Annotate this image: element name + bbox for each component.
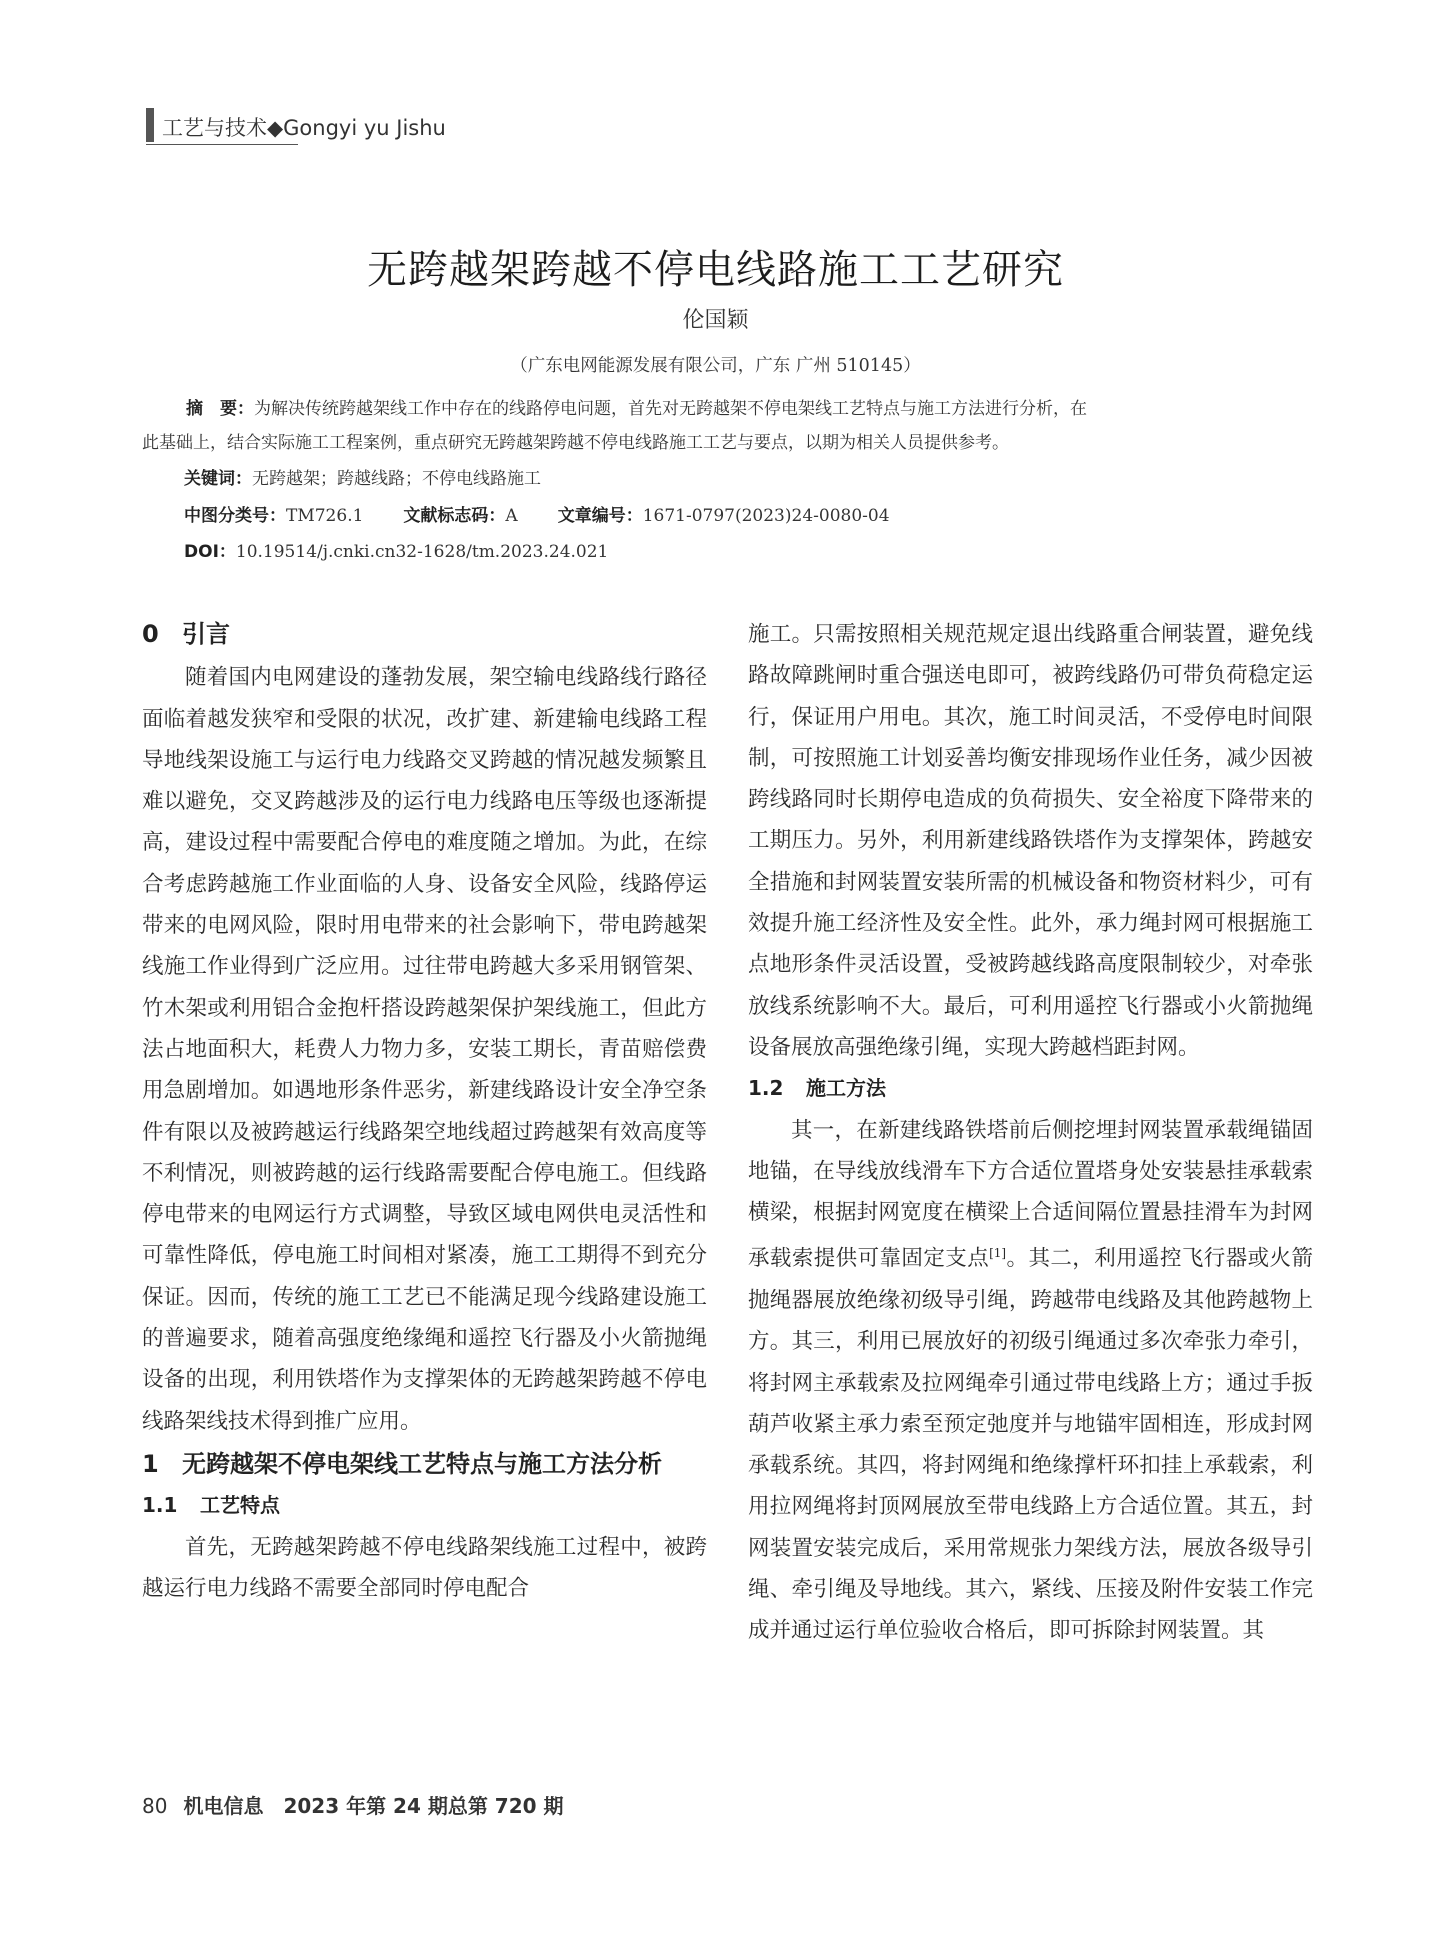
methods-text-b: 。其二，利用遥控飞行器或火箭抛绳器展放绝缘初级导引绳，跨越带电线路及其他跨越物上方。其三，利用已展放好的初级引绳通过多次牵张力牵引，将封网主承载索及拉网绳牵引通过带电线路上方；通过手扳葫芦收紧主承力索至预定弛度并与地锚牢固相连，形成封网承载系统。其四，将封网绳和绝缘撑杆环扣挂上承载索，利用拉网绳将封顶网展放至带电线路上方合适位置。其五，封网装置安装完成后，采用常规张力架线方法，展放各级导引绳、牵引绳及导地线。其六，紧线、压接及附件安装工作完成并通过运行单位验收合格后，即可拆除封网装置。其 — [748, 1246, 1313, 1644]
keywords — [184, 464, 1354, 489]
abstract-line-1 — [146, 394, 1316, 419]
article-no-label: 文章编号： — [557, 506, 643, 526]
page-footer — [142, 1790, 564, 1819]
affiliation: （广东电网能源发展有限公司，广东 广州 510145） — [510, 356, 921, 376]
section-0-title: 引言 — [182, 620, 230, 648]
section-1-title: 无跨越架不停电架线工艺特点与施工方法分析 — [182, 1449, 662, 1478]
doi-label: DOI： — [184, 542, 236, 562]
clc-label: 中图分类号： — [184, 506, 286, 526]
abstract-label: 摘 要： — [186, 399, 254, 419]
section-0-number: 0 — [142, 620, 159, 648]
header-bar — [146, 108, 154, 142]
classification — [184, 501, 1354, 526]
features-paragraph-continued: 施工。只需按照相关规范规定退出线路重合闸装置，避免线路故障跳闸时重合强送电即可，被跨线路仍可带负荷稳定运行，保证用户用电。其次，施工时间灵活，不受停电时间限制，可按照施工计划妥善均衡安排现场作业任务，减少因被跨线路同时长期停电造成的负荷损失、安全裕度下降带来的工期压力。另外，利用新建线路铁塔作为支撑架体，跨越安全措施和封网装置安装所需的机械设备和物资材料少，可有效提升施工经济性及安全性。此外，承力绳封网可根据施工点地形条件灵活设置，受被跨越线路高度限制较少，对牵张放线系统影响不大。最后，可利用遥控飞行器或小火箭抛绳设备展放高强绝缘引绳，实现大跨越档距封网。 — [748, 622, 1313, 1060]
abstract-text-1: 为解决传统跨越架线工作中存在的线路停电问题，首先对无跨越架不停电架线工艺特点与施工方法进行分析，在 — [254, 399, 1087, 419]
paper-title: 无跨越架跨越不停电线路施工工艺研究 — [367, 247, 1064, 293]
diamond-icon: ◆ — [267, 116, 284, 140]
header-pinyin: Gongyi yu Jishu — [283, 116, 446, 140]
section-1-1-heading — [142, 1485, 707, 1526]
section-0-heading — [142, 614, 707, 655]
section-1-2-number: 1.2 — [748, 1076, 784, 1101]
intro-paragraph: 随着国内电网建设的蓬勃发展，架空输电线路线行路径面临着越发狭窄和受限的状况，改扩建、新建输电线路工程导地线架设施工与运行电力线路交叉跨越的情况越发频繁且难以避免，交叉跨越涉及的运行电力线路电压等级也逐渐提高，建设过程中需要配合停电的难度随之增加。为此，在综合考虑跨越施工作业面临的人身、设备安全风险，线路停运带来的电网风险，限时用电带来的社会影响下，带电跨越架线施工作业得到广泛应用。过往带电跨越大多采用钢管架、竹木架或利用铝合金抱杆搭设跨越架保护架线施工，但此方法占地面积大，耗费人力物力多，安装工期长，青苗赔偿费用急剧增加。如遇地形条件恶劣，新建线路设计安全净空条件有限以及被跨越运行线路架空地线超过跨越架有效高度等不利情况，则被跨越的运行线路需要配合停电施工。但线路停电带来的电网运行方式调整，导致区域电网供电灵活性和可靠性降低，停电施工时间相对紧凑，施工工期得不到充分保证。因而，传统的施工工艺已不能满足现今线路建设施工的普遍要求，随着高强度绝缘绳和遥控飞行器及小火箭抛绳设备的出现，利用铁塔作为支撑架体的无跨越架跨越不停电线路架线技术得到推广应用。 — [142, 665, 707, 1434]
header-underline — [146, 144, 298, 145]
features-paragraph-start: 首先，无跨越架跨越不停电线路架线施工过程中，被跨越运行电力线路不需要全部同时停电配合 — [142, 1534, 707, 1601]
methods-paragraph — [748, 1110, 1313, 1652]
page-number: 80 — [142, 1794, 168, 1818]
clc-value: TM726.1 — [286, 506, 364, 526]
section-1-1-title: 工艺特点 — [200, 1493, 280, 1518]
author: 伦国颖 — [682, 308, 749, 333]
doi — [184, 537, 1354, 562]
header-text — [162, 112, 446, 142]
citation-1: [1] — [989, 1246, 1007, 1261]
keywords-label: 关键词： — [184, 469, 252, 489]
doc-code-label: 文献标志码： — [403, 506, 506, 526]
section-1-1-number: 1.1 — [142, 1493, 178, 1518]
abstract-line-2: 此基础上，结合实际施工工程案例，重点研究无跨越架跨越不停电线路施工工艺与要点，以期为相关人员提供参考。 — [142, 433, 1009, 453]
doi-value: 10.19514/j.cnki.cn32-1628/tm.2023.24.021 — [235, 542, 609, 562]
left-column — [142, 614, 707, 1609]
right-column — [748, 614, 1313, 1652]
article-no-value: 1671-0797(2023)24-0080-04 — [642, 506, 890, 526]
methods-text-a: 其一，在新建线路铁塔前后侧挖埋封网装置承载绳锚固地锚，在导线放线滑车下方合适位置塔身处安装悬挂承载索横梁，根据封网宽度在横梁上合适间隔位置悬挂滑车为封网承载索提供可靠固定支点 — [748, 1117, 1313, 1272]
header-section: 工艺与技术 — [162, 116, 267, 140]
section-1-2-heading — [748, 1068, 1313, 1109]
journal-info: 机电信息 2023 年第 24 期总第 720 期 — [183, 1794, 564, 1818]
section-1-heading — [142, 1444, 707, 1485]
section-1-2-title: 施工方法 — [806, 1076, 886, 1101]
keywords-text: 无跨越架；跨越线路；不停电线路施工 — [252, 469, 541, 489]
section-1-number: 1 — [142, 1449, 159, 1478]
doc-code-value: A — [505, 506, 518, 526]
